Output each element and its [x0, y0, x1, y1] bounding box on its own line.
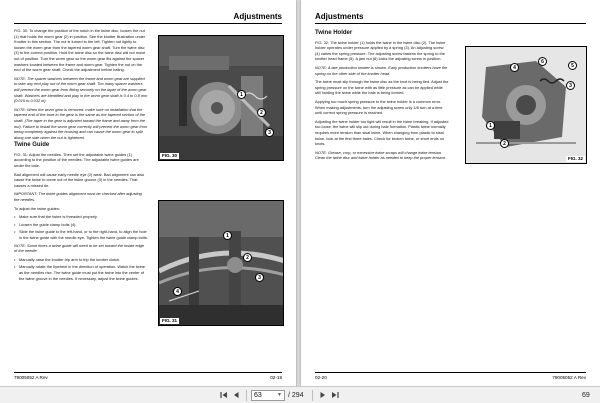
page-navigation: [218, 389, 341, 402]
callout-4: 4: [510, 63, 519, 72]
figure-32-photo: [465, 46, 587, 164]
callout-1: 1: [237, 90, 246, 99]
callout-3: 3: [566, 81, 575, 90]
page-right: [301, 0, 600, 386]
callout-2: 2: [243, 253, 252, 262]
previous-page-button[interactable]: [230, 389, 242, 402]
callout-3: 3: [265, 128, 274, 137]
current-page-value: 63: [254, 391, 262, 399]
page-footer: [14, 372, 282, 380]
list-item: • Manually rotate the flywheel in the direction of operation. Watch the twine as the needles rise. The twine guide must put the twine into the center of the twine groove in the needles. If necessary, adjust the twine guides.: [14, 264, 148, 281]
bullet-list: [14, 214, 148, 240]
list-item: • Manually raise the knotter trip arm to trip the knotter clutch.: [14, 257, 148, 263]
list-item: • Loosen the guide clamp bolts (4).: [14, 222, 148, 228]
list-item: • Make sure that the twine is threaded properly.: [14, 214, 148, 220]
page-left: [0, 0, 296, 386]
page-count: / 294: [288, 391, 304, 399]
note: NOTE: A late production knotter is shown. Early production knotters have the spring on the other side of the knotter head.: [315, 64, 448, 76]
paragraph: The twine must slip through the twine disc as the knot is being tied. Adjust the spring pressure on the twine with as little pressure as can be applied while still holding the twine while the bale is being formed.: [315, 79, 449, 96]
figure-31-photo: [158, 200, 284, 326]
skip-first-icon: [220, 391, 228, 399]
callout-1: 1: [223, 231, 232, 240]
first-page-button[interactable]: [218, 389, 230, 402]
note: NOTE: Some times a twine guide will need to be set toward the inside edge of the needle.: [14, 242, 144, 254]
callout-2: 2: [500, 139, 509, 148]
list-item: • Slide the twine guide to the left-hand, or to the right-hand, to align the hole in the twine guide with the needle eye. Tighten the twine guide clamp bolts.: [14, 229, 148, 240]
footer-doc-number: 79005052 A Rev: [552, 375, 586, 380]
figure-30-photo: [158, 35, 284, 161]
note: NOTE: The spacer washers between the frame and worm gear are supplied to take any end play out of the worm gear shaft. Too many spacer washers will prevent the worm gear from fitting securely on the taper of the worm gear shaft. Washers are identified and play in the worm gear shaft is 0.4 to 0.8 mm (0.015 to 0.032 in).: [14, 75, 148, 104]
section-heading: Twine Guide: [14, 142, 50, 149]
paragraph: Applying too much spring pressure to the twine holder is a common error. When making adjustments, turn the adjusting screw only 1/8 turn at a time until correct spring pressure is reached.: [315, 98, 443, 116]
skip-last-icon: [331, 391, 339, 399]
important-note: IMPORTANT: The twine guides alignment must be checked after adjusting the needles.: [14, 191, 142, 203]
bullet-list: [14, 257, 148, 281]
paragraph: FIG. 31: Adjust the needles. Then set the adjustable twine guides (1) according to the position of the needles. The adjustable twine guides are under the bale.: [14, 151, 139, 169]
last-page-button[interactable]: [329, 389, 341, 402]
callout-2: 2: [257, 108, 266, 117]
knotter-photo-illustration: [159, 36, 284, 161]
paragraph: Adjusting the twine holder too tight will result in the twine breaking. If adjusted too loose, the twine will slip out during bale formation. Plastic twine normally requires more tension than sisal twine. When changing from plastic to sisal twine, look at the first three bales. Check for broken twine, or short ends on knots.: [315, 118, 449, 147]
paragraph: Bad alignment will cause early needle eye (2) wear. Bad alignment can also cause the twine to come out of the twine groove (3) in the needles. That causes a missed tie.: [14, 171, 145, 188]
left-column-text: [14, 28, 148, 283]
page-footer: [315, 372, 586, 380]
footer-page-number: 02-19: [270, 375, 282, 380]
callout-1: 1: [486, 121, 495, 130]
note: NOTE: When the worm gear is removed, make sure on installation that the tapered end of the bore in the gear is the same as the tapered section of the shaft. (The taper in the gear is adjusted toward the frame and away from the nut). Failure to install the worm gear correctly will prevent the worm gear from being completely against the housing and can cause the worm gear to split along one side when the nut is tightened.: [14, 106, 148, 140]
paragraph: FIG. 32: The twine holder (1) holds the twine in the twine disc (2). The twine holder operates under pressure applied by a spring (3). An adjusting screw (4) varies the spring pressure. The adjusting screw fastens the spring to the knotter head frame (5). A jam nut (6) locks the adjusting screw in position.: [315, 39, 446, 62]
section-heading: Twine Holder: [315, 30, 353, 36]
paragraph: To adjust the twine guides:: [14, 205, 60, 211]
toolbar-divider: [246, 390, 247, 401]
page-header: Adjustments: [14, 10, 282, 24]
twine-guide-photo-illustration: [159, 201, 284, 326]
next-page-button[interactable]: [317, 389, 329, 402]
callout-5: 5: [568, 61, 577, 70]
triangle-right-icon: [319, 391, 327, 399]
zoom-level[interactable]: 69: [582, 391, 590, 399]
callout-4: 4: [173, 287, 182, 296]
callout-3: 3: [255, 273, 264, 282]
viewer-toolbar: [0, 386, 600, 403]
footer-page-number: 02-20: [315, 375, 327, 380]
callout-6: 6: [538, 57, 547, 66]
figure-label: FIG. 30: [162, 153, 178, 158]
triangle-left-icon: [232, 391, 240, 399]
figure-label: FIG. 31: [162, 318, 178, 323]
footer-doc-number: 79005052 A Rev: [14, 375, 48, 380]
page-number-input[interactable]: [251, 390, 285, 401]
paragraph: FIG. 30: To change the position of the notch in the twine disc, loosen the nut (1) that holds the worm gear (2) in position. See the knotter illustration under Knotter in this section. The nut is turned to the left. Tighten nut lightly to loosen the worm gear from the tapered worm gear shaft. Turn the twine disc (3) to the correct position. Hold the twine disc so the twine disc will not move out of position. Turn the worm gear so the worm gear fits against the spacer washers located between the frame and worm gear. Tighten the nut on the end of the worm gear shaft. Check the adjustment before baling.: [14, 28, 146, 73]
note: NOTE: Grease, crop, or excessive twine scraps will change twine tension. Clean the twine disc and twine holder as needed to keep the proper tension.: [315, 149, 447, 161]
toolbar-divider: [312, 390, 313, 401]
figure-label: FIG. 32: [567, 156, 583, 161]
right-column-text: [315, 28, 449, 164]
page-header: Adjustments: [315, 10, 586, 24]
chevron-down-icon: ▼: [277, 392, 282, 398]
